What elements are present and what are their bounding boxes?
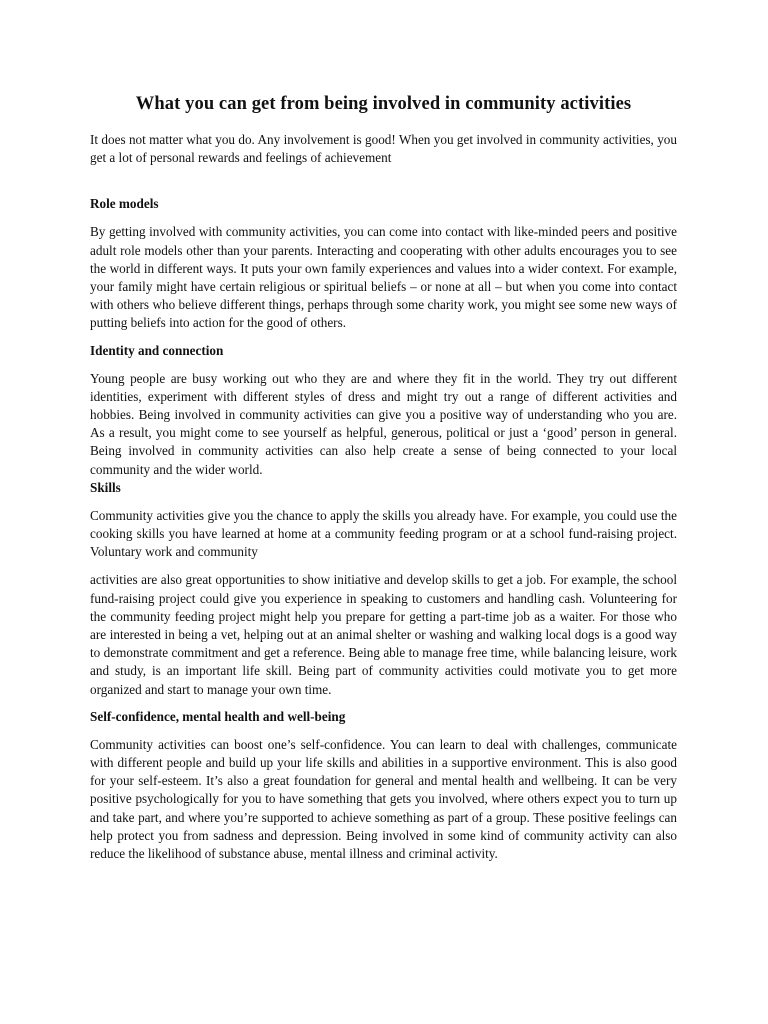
skills-paragraph-1: Community activities give you the chance to apply the skills you already have. For example, you could use the cooking skills you have learned at home at a community feeding program or at a school fund-raising project. Voluntary work and community [90,507,677,560]
section-heading-skills: Skills [90,479,121,495]
self-confidence-paragraph: Community activities can boost one’s self-confidence. You can learn to deal with challenges, communicate with different people and build up your life skills and abilities in a supportive environment. This is also good for your self-esteem. It’s also a great foundation for general and mental health and wellbeing. It can be very positive psychologically for you to have something that gets you involved, where others expect you to turn up and take part, and where you’re supported to achieve something as part of a group. These positive feelings can help protect you from sadness and depression. Being involved in some kind of community activity can also reduce the likelihood of substance abuse, mental illness and criminal activity. [90,736,677,862]
document-title: What you can get from being involved in community activities [135,94,632,114]
section-heading-role-models: Role models [90,196,159,212]
role-models-paragraph: By getting involved with community activities, you can come into contact with like-minded peers and positive adult role models other than your parents. Interacting and cooperating with other adults encourages you to see the world in different ways. It puts your own family experiences and values into a wider context. For example, your family might have certain religious or spiritual beliefs – or none at all – but when you come into contact with others who believe different things, perhaps through some charity work, you might see some new ways of putting beliefs into action for the good of others. [90,224,677,331]
skills-paragraph-2: activities are also great opportunities to show initiative and develop skills to get a job. For example, the school fund-raising project could give you experience in speaking to customers and handling cash. Volunteering for the community feeding project might help you prepare for getting a part-time job as a waiter. For those who are interested in being a vet, helping out at an animal shelter or washing and walking local dogs is a good way to demonstrate commitment and get a reference. Being able to manage free time, while balancing leisure, work and study, is an important life skill. Being part of community activities could motivate you to get more organized and start to manage your own time. [90,572,677,697]
document-page [90,92,677,863]
section-heading-self-confidence: Self-confidence, mental health and well-being [90,708,346,724]
spacer [90,726,677,736]
identity-paragraph: Young people are busy working out who they are and where they fit in the world. They try out different identities, experiment with different styles of dress and might try out a range of different activities and hobbies. Being involved in community activities can give you a positive way of understanding who you are. As a result, you might come to see yourself as helpful, generous, political or just a ‘good’ person in general. Being involved in community activities can also help create a sense of being connected to your local community and the wider world. [90,370,677,477]
spacer [90,360,677,370]
spacer [90,213,677,223]
spacer [90,699,677,708]
spacer [90,167,677,195]
intro-paragraph: It does not matter what you do. Any involvement is good! When you get involved in community activities, you get a lot of personal rewards and feelings of achievement [90,132,677,166]
spacer [90,561,677,571]
spacer [90,497,677,507]
section-heading-identity: Identity and connection [90,342,224,358]
spacer [90,333,677,342]
